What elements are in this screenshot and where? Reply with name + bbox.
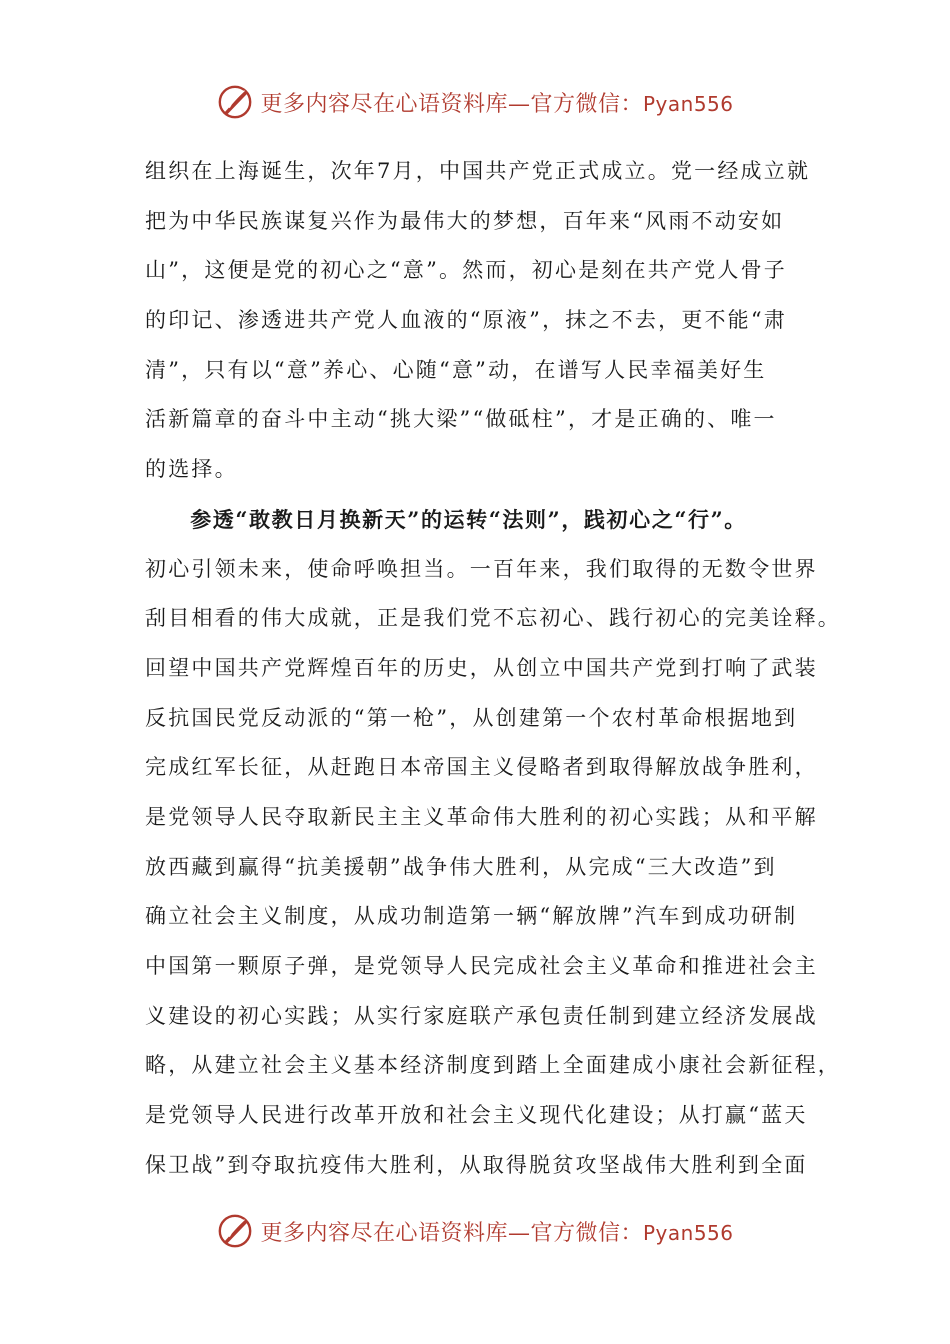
text-line: 的选择。 xyxy=(145,457,238,482)
text-line: 略，从建立社会主义基本经济制度到踏上全面建成小康社会新征程， xyxy=(145,1053,841,1078)
section-heading: 参透“敢教日月换新天”的运转“法则”，践初心之“行”。 xyxy=(145,506,747,532)
text-line: 完成红军长征，从赶跑日本帝国主义侵略者到取得解放战争胜利， xyxy=(145,755,818,780)
text-line: 活新篇章的奋斗中主动“挑大梁”“做砥柱”，才是正确的、唯一 xyxy=(145,407,777,432)
text-line: 把为中华民族谋复兴作为最伟大的梦想，百年来“风雨不动安如 xyxy=(145,208,785,233)
text-line: 保卫战”到夺取抗疫伟大胜利，从取得脱贫攻坚战伟大胜利到全面 xyxy=(145,1152,808,1177)
text-line: 放西藏到赢得“抗美援朝”战争伟大胜利，从完成“三大改造”到 xyxy=(145,854,777,879)
text-line: 刮目相看的伟大成就，正是我们党不忘初心、践行初心的完美诠释。 xyxy=(145,606,841,631)
text-line: 中国第一颗原子弹，是党领导人民完成社会主义革命和推进社会主 xyxy=(145,954,818,978)
text-line: 确立社会主义制度，从成功制造第一辆“解放牌”汽车到成功研制 xyxy=(145,904,798,929)
watermark-text: 更多内容尽在心语资料库—官方微信：Pyan556 xyxy=(260,91,734,117)
text-line: 山”，这便是党的初心之“意”。然而，初心是刻在共产党人骨子 xyxy=(145,258,788,283)
text-line: 反抗国民党反动派的“第一枪”，从创建第一个农村革命根据地到 xyxy=(145,705,798,730)
watermark-text: 更多内容尽在心语资料库—官方微信：Pyan556 xyxy=(260,1220,734,1246)
wechat-id: Pyan556 xyxy=(643,91,734,116)
text-line: 组织在上海诞生，次年7月，中国共产党正式成立。党一经成立就 xyxy=(145,159,811,183)
text-line: 初心引领未来，使命呼唤担当。一百年来，我们取得的无数令世界 xyxy=(145,556,818,581)
document-body xyxy=(145,147,841,1190)
quill-logo-icon xyxy=(216,1212,254,1250)
text-line: 义建设的初心实践；从实行家庭联产承包责任制到建立经济发展战 xyxy=(145,1003,818,1028)
watermark-banner-top xyxy=(0,82,950,122)
wechat-id: Pyan556 xyxy=(643,1220,734,1245)
text-line: 是党领导人民夺取新民主主义革命伟大胜利的初心实践；从和平解 xyxy=(145,804,818,829)
watermark-banner-bottom xyxy=(0,1211,950,1251)
text-line: 是党领导人民进行改革开放和社会主义现代化建设；从打赢“蓝天 xyxy=(145,1103,808,1128)
text-line: 清”，只有以“意”养心、心随“意”动，在谱写人民幸福美好生 xyxy=(145,357,767,382)
text-line: 回望中国共产党辉煌百年的历史，从创立中国共产党到打响了武装 xyxy=(145,655,818,680)
quill-logo-icon xyxy=(216,83,254,121)
text-line: 的印记、渗透进共产党人血液的“原液”，抹之不去，更不能“肃 xyxy=(145,308,788,333)
